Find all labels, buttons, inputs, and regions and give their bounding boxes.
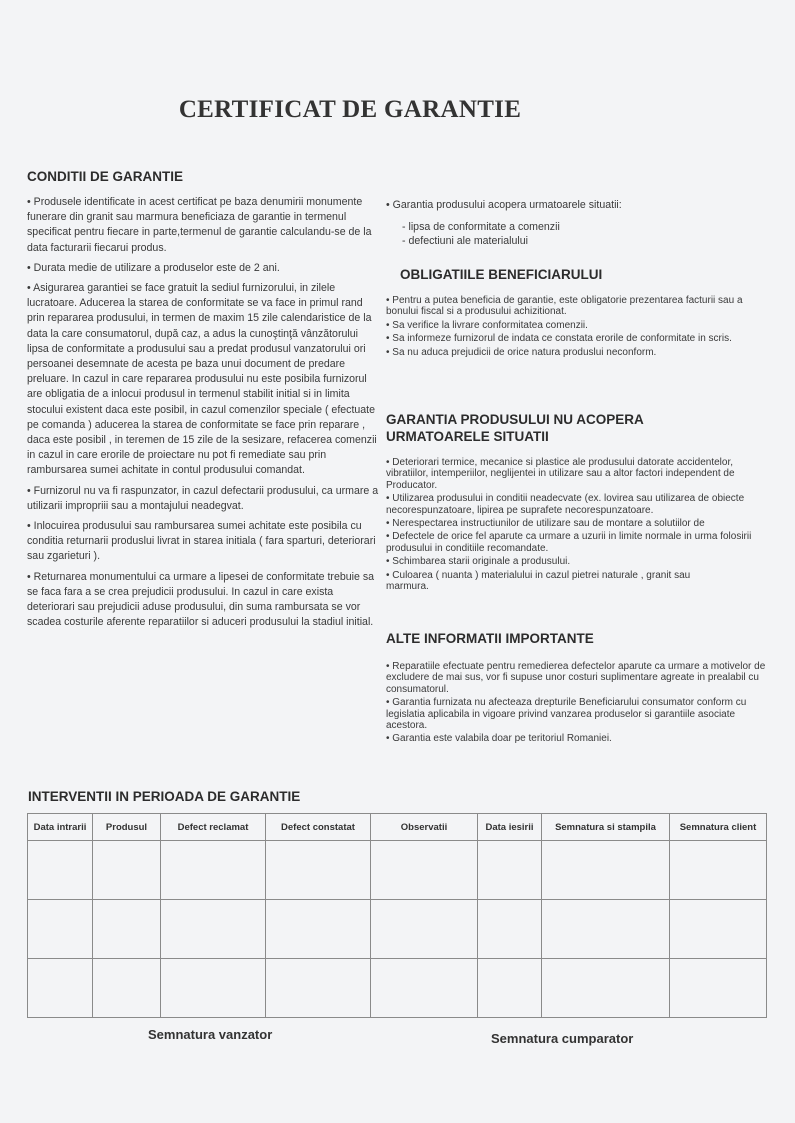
table-cell[interactable] [93,841,161,900]
acopera-item: - lipsa de conformitate a comenzii [402,221,560,233]
conditii-item: • Inlocuirea produsului sau rambursarea sumei achitate este posibila cu conditia returnarii produslui livrat in starea initiala ( fara sparturi, deteriorari sau zgarieturi ). [27,520,376,563]
conditii-item: • Returnarea monumentului ca urmare a lipesei de conformitate trebuie sa se faca fara a se crea prejudicii produsului. In cazul in care exista deteriorari sau prejudicii aduse produsului, din suma rambursata se vor scadea costurile aferente reparatiilor si aduceri produsului la stadiul initial. [27,570,375,629]
nu-acopera-item: • Schimbarea starii originale a produsului. [386,556,571,568]
nu-acopera-item: • Deteriorari termice, mecanice si plastice ale produsului datorate accidentelor, vibratiilor, intemperiilor, neglijentei in utilizare sau a altor factori independent de Producator. [386,457,735,491]
table-row [28,959,767,1018]
nu-acopera-section [386,411,766,594]
table-cell[interactable] [542,959,670,1018]
table-row [28,900,767,959]
conditii-section [27,168,380,635]
table-cell[interactable] [670,841,767,900]
interventii-table [27,813,767,1018]
acopera-intro: • Garantia produsului acopera urmatoarele situatii: [386,199,622,211]
col-header: Defect reclamat [161,814,266,841]
table-cell[interactable] [371,900,478,959]
table-cell[interactable] [478,900,542,959]
conditii-heading: CONDITII DE GARANTIE [27,169,184,184]
table-cell[interactable] [478,841,542,900]
conditii-item: • Durata medie de utilizare a produselor este de 2 ani. [27,261,280,274]
table-cell[interactable] [28,841,93,900]
obligatii-section [386,266,766,360]
alte-item: • Reparatiile efectuate pentru remedierea defectelor aparute ca urmare a motivelor de excludere de mai sus, vor fi supuse unor costuri suplimentare agreate in prealabil cu consumatorul. [386,661,766,695]
obligatii-item: • Sa nu aduca prejudicii de orice natura produslui neconform. [386,346,657,358]
nu-acopera-item: • Utilizarea produsului in conditii neadecvate (ex. lovirea sau utilizarea de obiecte necorespunzatoare, lipirea pe suprafete necorespunzatoare. [386,493,745,516]
col-header: Semnatura client [670,814,767,841]
table-cell[interactable] [93,900,161,959]
conditii-item: • Produsele identificate in acest certificat pe baza denumirii monumente funerare din granit sau marmura beneficiaza de garantie in termenul specificat pentru fiecare in parte,termenul de garantie calculandu-se de la data facturarii fiecarui produs. [27,196,372,254]
alte-item: • Garantia este valabila doar pe teritoriul Romaniei. [386,733,612,745]
conditii-item: • Asigurarea garantiei se face gratuit la sediul furnizorului, in zilele lucratoare. Aducerea la starea de conformitate se va face in primul rand prin repararea produsului, in termen de maxim 15 zile calendaristice de la data la care consumatorul, după caz, a adus la cunoştinţă vânzătorului lipsa de conformitate a produsului sau a predat produsul vanzatorului ori persoanei desemnate de acesta pe baza unui document de predare preluare. In cazul in care repararea produsului nu este posibila furnizorul are obligatia de a inlocui produsul in termenul stabilit initial si in limita stocului existent daca este posibil, in cazul comenzilor speciale ( efectuate pe comanda ) aducerea la starea de conformitate se face prin reparare , daca este posibil , in teremen de 15 zile de la sesizare, refacerea comenzii in cazul in care erorile de proiectare nu pot fi remediate sau prin rambursarea sumei achitate in contul produsului comandat. [27,282,377,477]
col-header: Data intrarii [28,814,93,841]
signature-cumparator: Semnatura cumparator [491,1031,634,1046]
alte-item: • Garantia furnizata nu afecteaza drepturile Beneficiarului consumator conform cu legislatia aplicabila in vigoare privind vanzarea produselor si garantiile asociate acestora. [386,697,747,732]
document-title: CERTIFICAT DE GARANTIE [178,96,522,123]
acopera-item: - defectiuni ale materialului [402,235,529,247]
table-row [28,841,767,900]
nu-acopera-item: • Nerespectarea instructiunilor de utilizare sau de montare a solutiilor de [386,518,705,530]
table-cell[interactable] [542,841,670,900]
acopera-section [386,198,766,248]
table-cell[interactable] [28,959,93,1018]
nu-acopera-heading: GARANTIA PRODUSULUI NU ACOPERA URMATOARELE SITUATII [386,412,644,444]
table-cell[interactable] [371,959,478,1018]
obligatii-heading: OBLIGATIILE BENEFICIARULUI [400,267,603,282]
nu-acopera-item: • Defectele de orice fel aparute ca urmare a uzurii in limite normale in urma folosirii produsului in conditiile recomandate. [386,531,752,554]
table-cell[interactable] [161,959,266,1018]
nu-acopera-item: • Culoarea ( nuanta ) materialului in cazul pietrei naturale , granit sau marmura. [386,569,691,593]
table-cell[interactable] [93,959,161,1018]
table-cell[interactable] [542,900,670,959]
table-cell[interactable] [266,959,371,1018]
conditii-item: • Furnizorul nu va fi raspunzator, in cazul defectarii produsului, ca urmare a utilizarii impropriii sau a montajului neadegvat. [27,484,379,512]
col-header: Observatii [371,814,478,841]
table-cell[interactable] [161,841,266,900]
table-cell[interactable] [670,900,767,959]
table-cell[interactable] [266,841,371,900]
interventii-heading: INTERVENTII IN PERIOADA DE GARANTIE [28,789,301,804]
table-cell[interactable] [266,900,371,959]
col-header: Data iesirii [478,814,542,841]
obligatii-item: • Pentru a putea beneficia de garantie, este obligatorie prezentarea facturii sau a bonului fiscal si a produsului achizitionat. [386,295,743,318]
table-cell[interactable] [478,959,542,1018]
alte-section [386,630,766,747]
table-header-row [28,814,767,841]
signature-vanzator: Semnatura vanzator [148,1027,273,1042]
col-header: Produsul [93,814,161,841]
obligatii-item: • Sa informeze furnizorul de indata ce constata erorile de conformitate in scris. [386,333,732,345]
col-header: Defect constatat [266,814,371,841]
table-cell[interactable] [161,900,266,959]
table-cell[interactable] [28,900,93,959]
table-cell[interactable] [670,959,767,1018]
obligatii-item: • Sa verifice la livrare conformitatea comenzii. [386,319,588,331]
table-cell[interactable] [371,841,478,900]
alte-heading: ALTE INFORMATII IMPORTANTE [386,631,594,646]
col-header: Semnatura si stampila [542,814,670,841]
